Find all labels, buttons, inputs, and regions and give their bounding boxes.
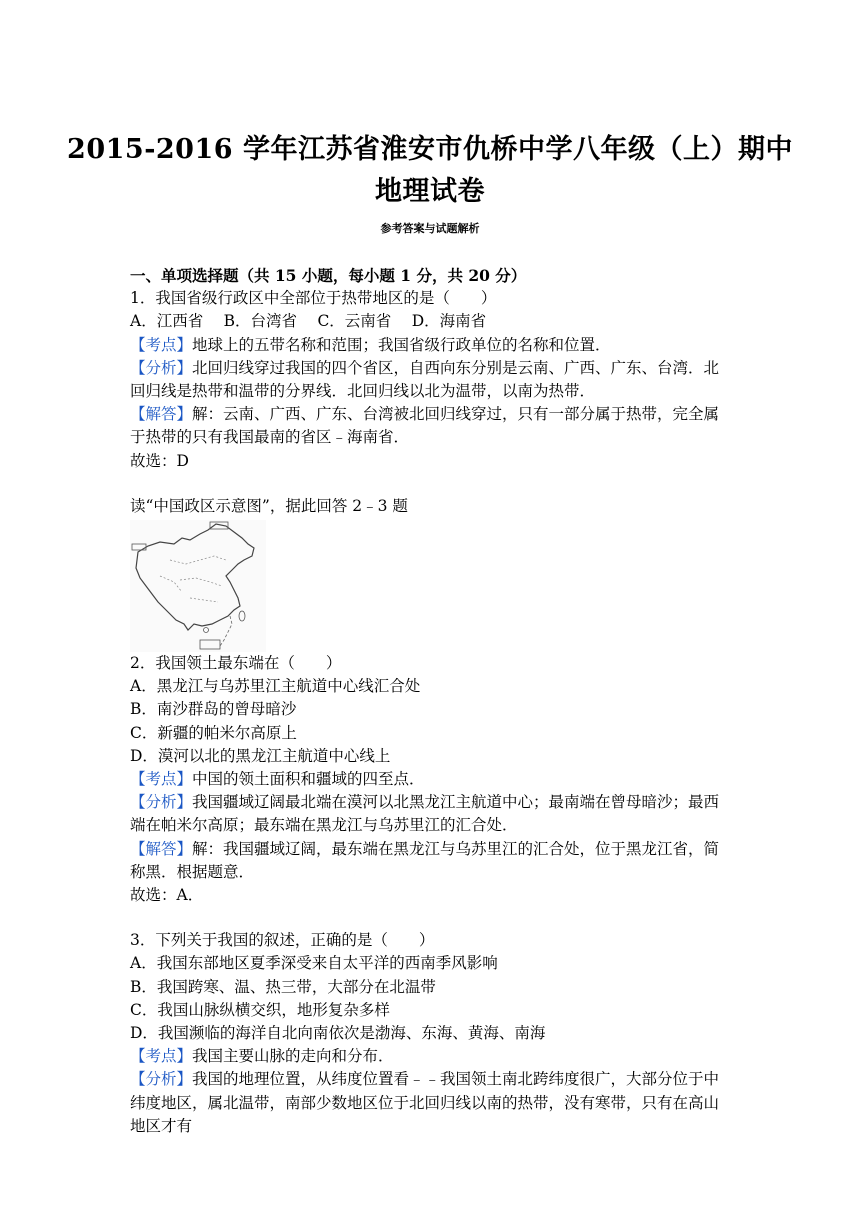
section-heading: 一、单项选择题（共 15 小题，每小题 1 分，共 20 分） (130, 266, 527, 285)
question-2 (130, 652, 730, 907)
jieda-label: 【解答】 (130, 405, 193, 424)
question-3-option-d: D．我国濒临的海洋自北向南依次是渤海、东海、黄海、南海 (130, 1024, 546, 1043)
question-1-fenxi (130, 357, 730, 403)
question-2-option-b: B．南沙群岛的曾母暗沙 (130, 700, 297, 719)
question-2-answer: 故选：A． (130, 886, 204, 905)
question-1-options: A．江西省 B．台湾省 C．云南省 D．海南省 (130, 312, 487, 331)
question-1-stem: 1．我国省级行政区中全部位于热带地区的是（ ） (130, 289, 497, 308)
question-1 (130, 287, 730, 473)
jieda-label: 【解答】 (130, 839, 193, 858)
question-1-kaodian (130, 334, 730, 357)
fenxi-text: 北回归线穿过我国的四个省区，自西向东分别是云南、广西、广东、台湾．北回归线是热带和温带的分界线．北回归线以北为温带，以南为热带． (130, 358, 720, 401)
fenxi-text: 我国疆域辽阔最北端在漠河以北黑龙江主航道中心；最南端在曾母暗沙；最西端在帕米尔高原；最东端在黑龙江与乌苏里江的汇合处． (130, 793, 720, 835)
question-2-stem: 2．我国领土最东端在（ ） (130, 654, 342, 673)
question-2-kaodian (130, 768, 730, 791)
jieda-text: 解：我国疆域辽阔，最东端在黑龙江与乌苏里江的汇合处，位于黑龙江省，简称黑．根据题意． (130, 839, 720, 881)
document-body (130, 264, 730, 1138)
question-3 (130, 929, 730, 1138)
question-3-stem: 3．下列关于我国的叙述，正确的是（ ） (130, 931, 435, 950)
document-title-line-2: 地理试卷 (375, 176, 485, 207)
question-2-option-c: C．新疆的帕米尔高原上 (130, 723, 297, 742)
question-3-option-b: B．我国跨寒、温、热三带，大部分在北温带 (130, 977, 436, 996)
kaodian-text: 中国的领土面积和疆域的四至点． (192, 770, 425, 789)
fenxi-label: 【分析】 (130, 358, 193, 377)
document-subtitle: 参考答案与试题解析 (380, 222, 480, 235)
question-1-jieda (130, 403, 730, 449)
question-2-option-a: A．黑龙江与乌苏里江主航道中心线汇合处 (130, 677, 421, 696)
kaodian-label: 【考点】 (130, 1047, 193, 1066)
question-2-fenxi (130, 791, 730, 837)
kaodian-text: 地球上的五带名称和范围；我国省级行政单位的名称和位置． (192, 335, 611, 354)
question-3-kaodian (130, 1045, 730, 1068)
question-2-jieda (130, 838, 730, 884)
question-1-answer: 故选：D (130, 451, 189, 470)
document-title-line-1: 2015-2016 学年江苏省淮安市仇桥中学八年级（上）期中 (67, 134, 793, 165)
kaodian-text: 我国主要山脉的走向和分布． (192, 1047, 394, 1066)
kaodian-label: 【考点】 (130, 770, 193, 789)
jieda-text: 解：云南、广西、广东、台湾被北回归线穿过，只有一部分属于热带，完全属于热带的只有我国最南的省区﹣海南省． (130, 405, 720, 447)
fenxi-label: 【分析】 (130, 793, 193, 812)
question-3-option-c: C．我国山脉纵横交织，地形复杂多样 (130, 1000, 390, 1019)
china-political-map-image (130, 520, 266, 652)
fenxi-text: 我国的地理位置，从纬度位置看﹣﹣我国领土南北跨纬度很广，大部分位于中纬度地区，属北温带，南部少数地区位于北回归线以南的热带，没有寒带，只有在高山地区才有 (130, 1070, 720, 1135)
question-2-option-d: D．漠河以北的黑龙江主航道中心线上 (130, 746, 391, 765)
read-instruction: 读“中国政区示意图”，据此回答 2﹣3 题 (130, 496, 408, 515)
fenxi-label: 【分析】 (130, 1070, 193, 1089)
question-3-fenxi (130, 1068, 730, 1138)
kaodian-label: 【考点】 (130, 335, 193, 354)
question-3-option-a: A．我国东部地区夏季深受来自太平洋的西南季风影响 (130, 954, 498, 973)
